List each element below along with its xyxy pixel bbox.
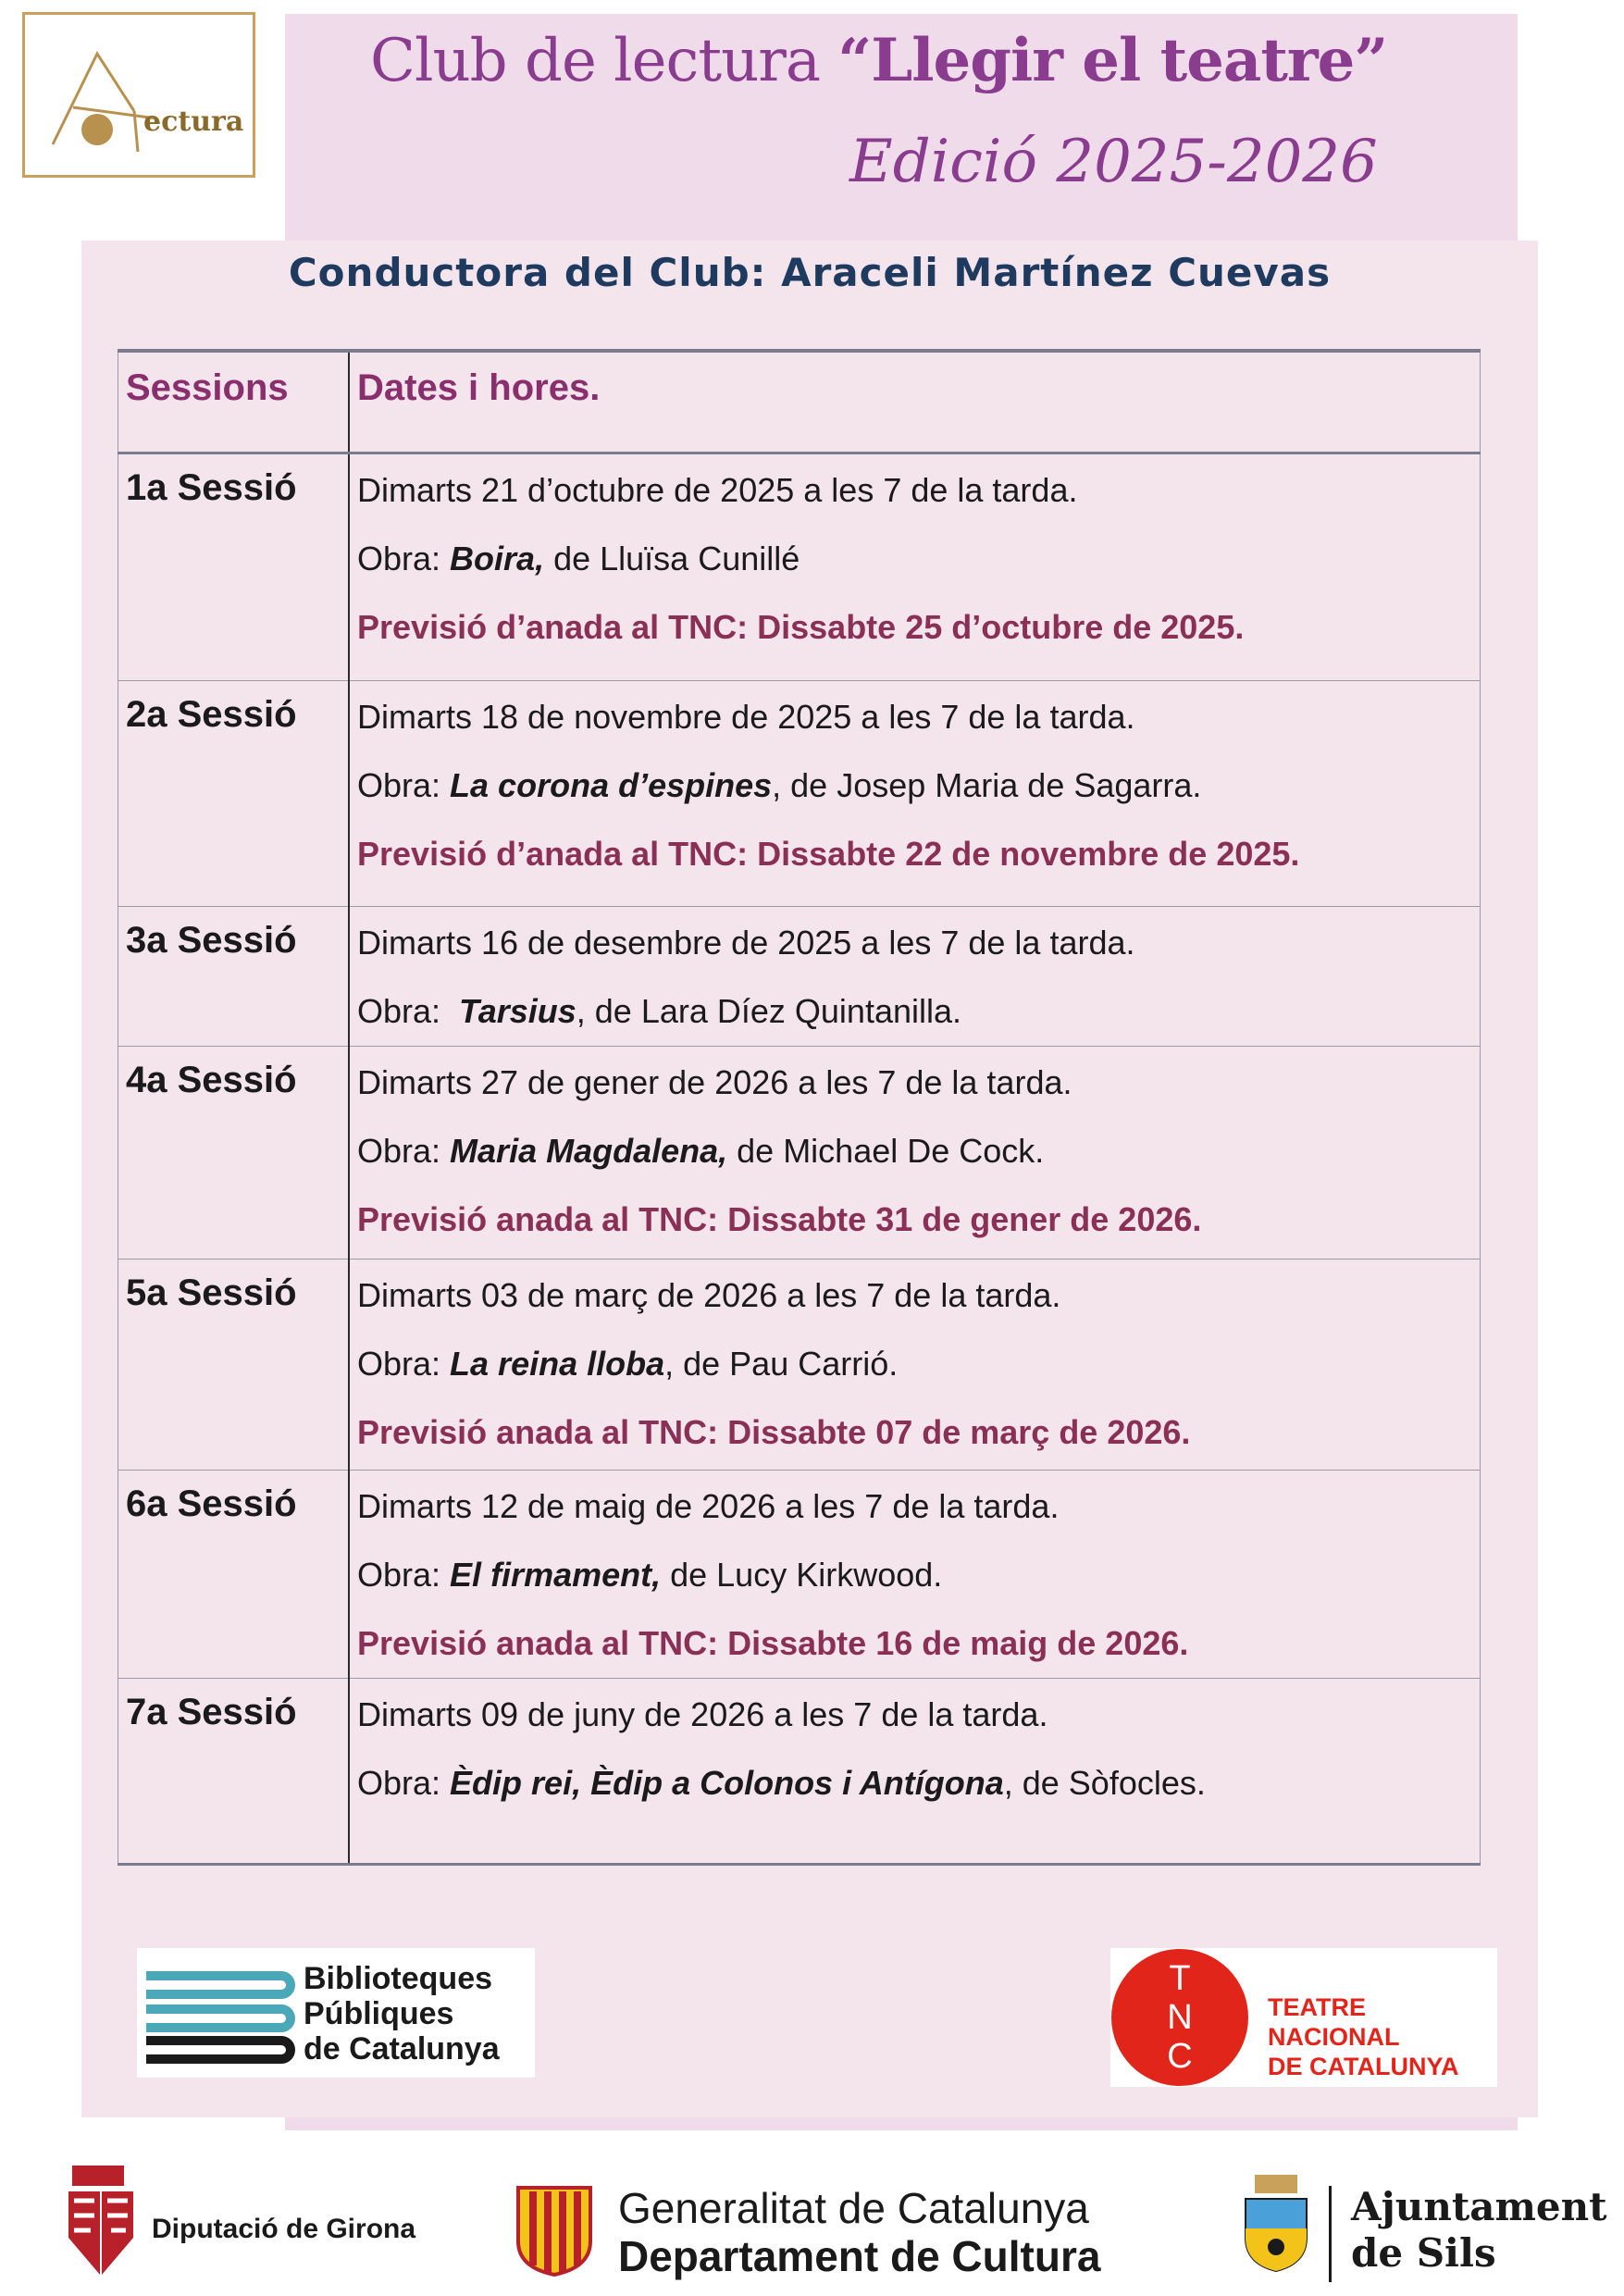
session-work: Obra: La reina lloba, de Pau Carrió. — [357, 1344, 899, 1383]
session-name: 1a Sessió — [126, 466, 297, 508]
session-name: 6a Sessió — [126, 1483, 297, 1524]
tnc-letter-c: C — [1167, 2037, 1193, 2076]
lectura-logo-icon — [25, 15, 253, 175]
session-work: Obra: Èdip rei, Èdip a Colonos i Antígona, de Sòfocles. — [357, 1763, 1206, 1802]
session-tnc: Previsió anada al TNC: Dissabte 16 de maig de 2026. — [357, 1623, 1189, 1662]
bottom-strip — [285, 2117, 1518, 2130]
session-date: Dimarts 27 de gener de 2026 a les 7 de la tarda. — [357, 1062, 1072, 1101]
footer-logos — [0, 2147, 1624, 2296]
title-bold: “Llegir el teatre” — [837, 26, 1388, 95]
page-title — [370, 26, 1518, 95]
session-name: 3a Sessió — [126, 919, 297, 961]
generalitat-name: Generalitat de Catalunya — [618, 2184, 1089, 2232]
diputacio-name: Diputació de Girona — [152, 2214, 416, 2244]
table-row — [118, 1470, 1481, 1678]
table-row — [118, 680, 1481, 906]
biblioteques-logo — [137, 1948, 535, 2078]
bpc-line-2: Públiques — [304, 1996, 454, 2031]
bpc-line-1: Biblioteques — [304, 1961, 493, 1996]
session-date: Dimarts 21 d’octubre de 2025 a les 7 de la tarda. — [357, 470, 1078, 509]
edition-label: Edició 2025-2026 — [849, 128, 1378, 196]
tnc-name-line-2: DE CATALUNYA — [1268, 2053, 1459, 2080]
tnc-letter-t: T — [1169, 1959, 1191, 1998]
ajuntament-name: Ajuntament — [1351, 2184, 1607, 2229]
session-name: 4a Sessió — [126, 1059, 297, 1100]
table-row — [118, 1678, 1481, 1864]
session-work: Obra: La corona d’espines, de Josep Maria de Sagarra. — [357, 765, 1202, 804]
sils-shield-icon — [1242, 2173, 1310, 2273]
tnc-name-line-1: TEATRE NACIONAL — [1268, 1993, 1400, 2051]
generalitat-senyera-icon — [514, 2184, 594, 2277]
session-name: 7a Sessió — [126, 1691, 297, 1732]
session-tnc: Previsió anada al TNC: Dissabte 31 de gener de 2026. — [357, 1199, 1202, 1238]
session-date: Dimarts 03 de març de 2026 a les 7 de la tarda. — [357, 1275, 1061, 1314]
title-plain: Club de lectura — [370, 27, 838, 95]
session-work: Obra: El firmament, de Lucy Kirkwood. — [357, 1555, 943, 1594]
header-dates: Dates i hores. — [349, 351, 1481, 453]
bpc-stripes-icon — [143, 1961, 300, 2065]
table-row — [118, 906, 1481, 1046]
table-row — [118, 1046, 1481, 1259]
departament-name: Departament de Cultura — [618, 2232, 1101, 2280]
table-row — [118, 453, 1481, 680]
tnc-letter-n: N — [1167, 1998, 1193, 2037]
session-date: Dimarts 18 de novembre de 2025 a les 7 de la tarda. — [357, 697, 1135, 736]
session-tnc: Previsió d’anada al TNC: Dissabte 25 d’octubre de 2025. — [357, 607, 1245, 646]
sils-divider — [1329, 2186, 1332, 2282]
sils-name: de Sils — [1351, 2230, 1496, 2276]
session-work: Obra: Tarsius, de Lara Díez Quintanilla. — [357, 991, 962, 1030]
header-sessions: Sessions — [118, 351, 350, 453]
session-tnc: Previsió anada al TNC: Dissabte 07 de març de 2026. — [357, 1412, 1191, 1451]
session-name: 5a Sessió — [126, 1272, 297, 1313]
session-work: Obra: Boira, de Lluïsa Cunillé — [357, 539, 800, 577]
bpc-line-3: de Catalunya — [304, 2031, 500, 2066]
session-date: Dimarts 09 de juny de 2026 a les 7 de la tarda. — [357, 1694, 1048, 1733]
session-date: Dimarts 16 de desembre de 2025 a les 7 de la tarda. — [357, 923, 1135, 962]
session-date: Dimarts 12 de maig de 2026 a les 7 de la tarda. — [357, 1486, 1060, 1525]
table-row — [118, 1259, 1481, 1470]
diputacio-shield-icon — [63, 2164, 137, 2280]
session-name: 2a Sessió — [126, 693, 297, 735]
session-tnc: Previsió d’anada al TNC: Dissabte 22 de novembre de 2025. — [357, 834, 1300, 873]
lectura-logo — [22, 12, 255, 178]
logo-text: ectura — [143, 105, 244, 138]
sessions-table — [118, 349, 1481, 1866]
session-work: Obra: Maria Magdalena, de Michael De Cock. — [357, 1131, 1045, 1170]
tnc-logo — [1110, 1948, 1497, 2087]
table-header-row — [118, 351, 1481, 453]
conductora-heading: Conductora del Club: Araceli Martínez Cuevas — [288, 250, 1332, 295]
